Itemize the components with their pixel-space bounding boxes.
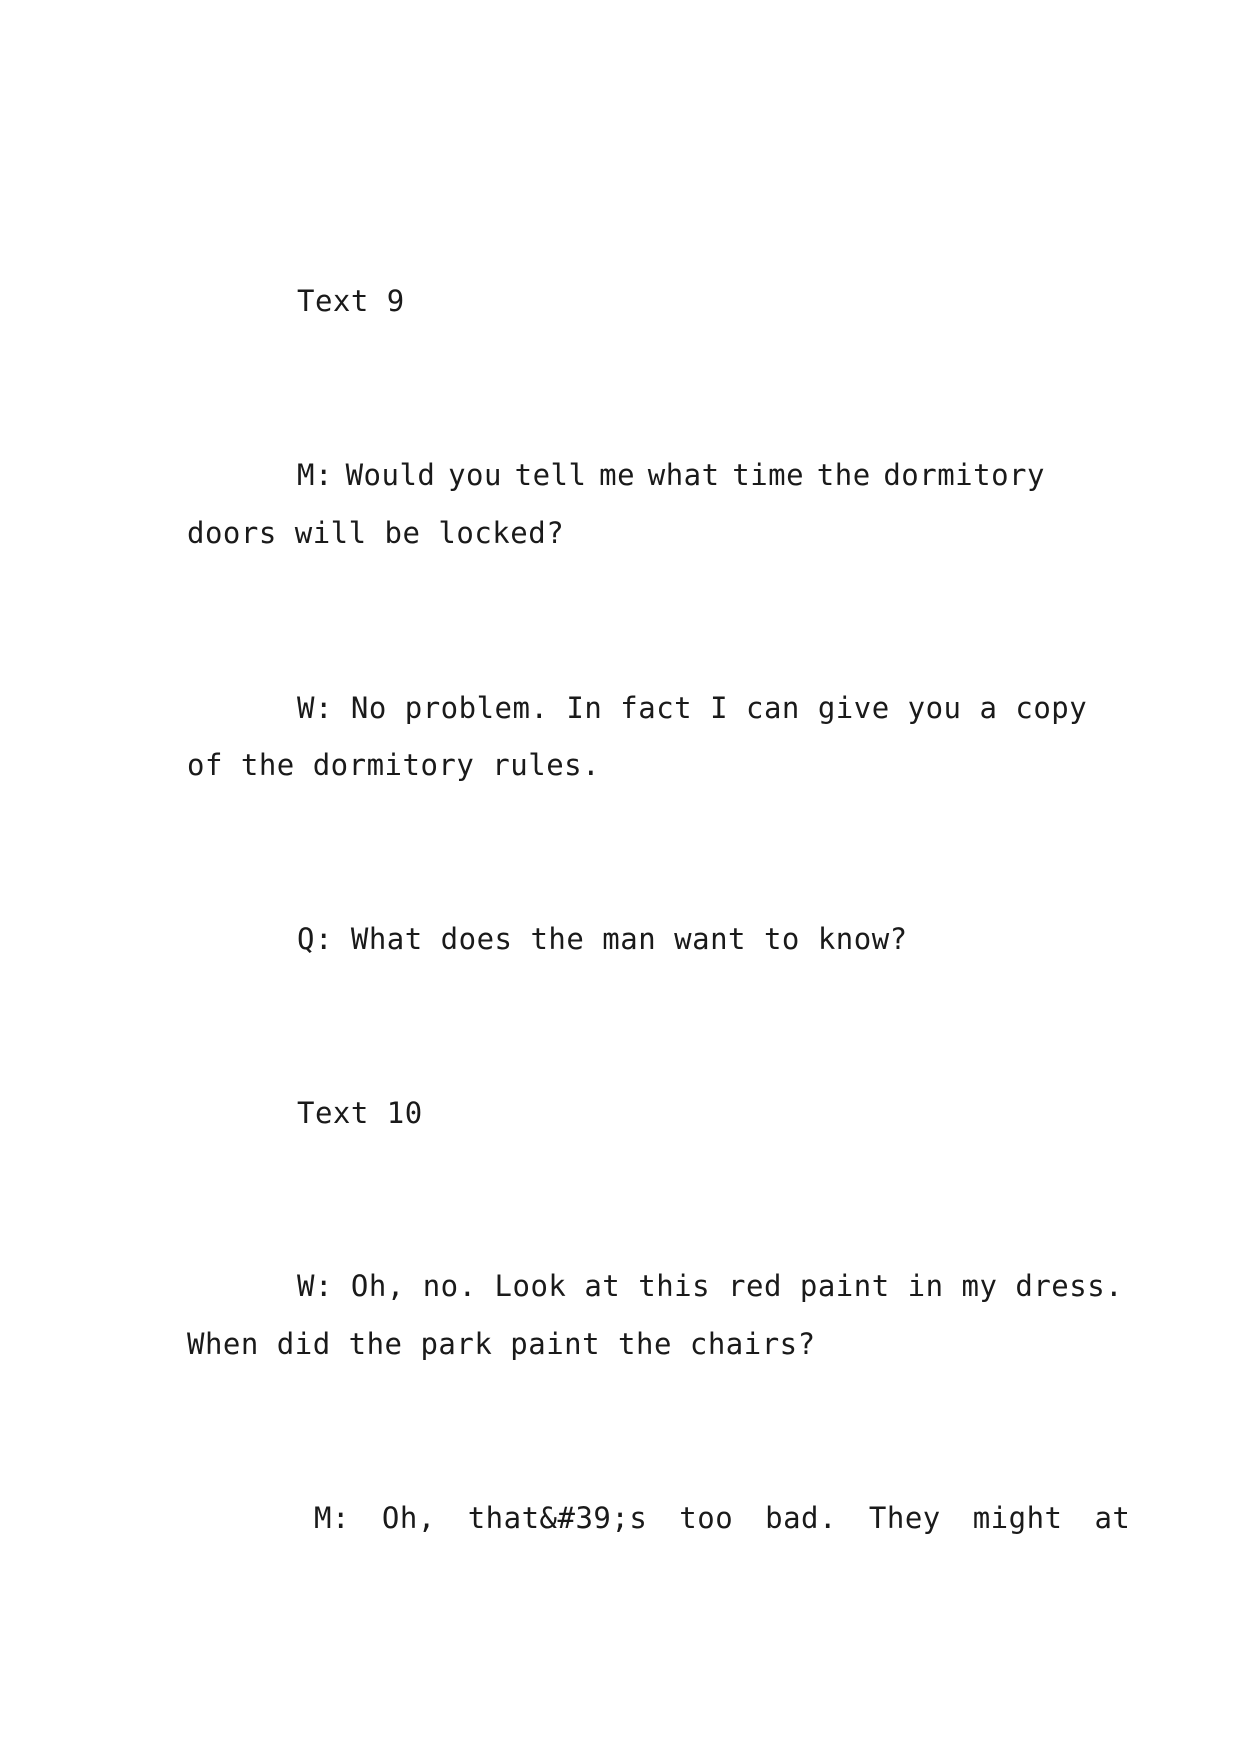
paragraph-m-line-2: doors will be locked?	[187, 516, 565, 550]
paragraph-m-line-1: M: Would you tell me what time the dormitory	[297, 458, 1045, 492]
paragraph-w-line-2: of the dormitory rules.	[187, 748, 601, 782]
paragraph-w-line-1: W: No problem. In fact I can give you a copy	[297, 691, 1088, 725]
heading-text-9: Text 9	[297, 284, 405, 318]
heading-text-10: Text 10	[297, 1096, 423, 1130]
paragraph-w2-line-2: When did the park paint the chairs?	[187, 1327, 816, 1361]
paragraph-w2-line-1: W: Oh, no. Look at this red paint in my dress.	[297, 1269, 1124, 1303]
paragraph-m2-line-1: M: Oh, that&#39;s too bad. They might at	[314, 1501, 1131, 1535]
question-line: Q: What does the man want to know?	[297, 922, 908, 956]
